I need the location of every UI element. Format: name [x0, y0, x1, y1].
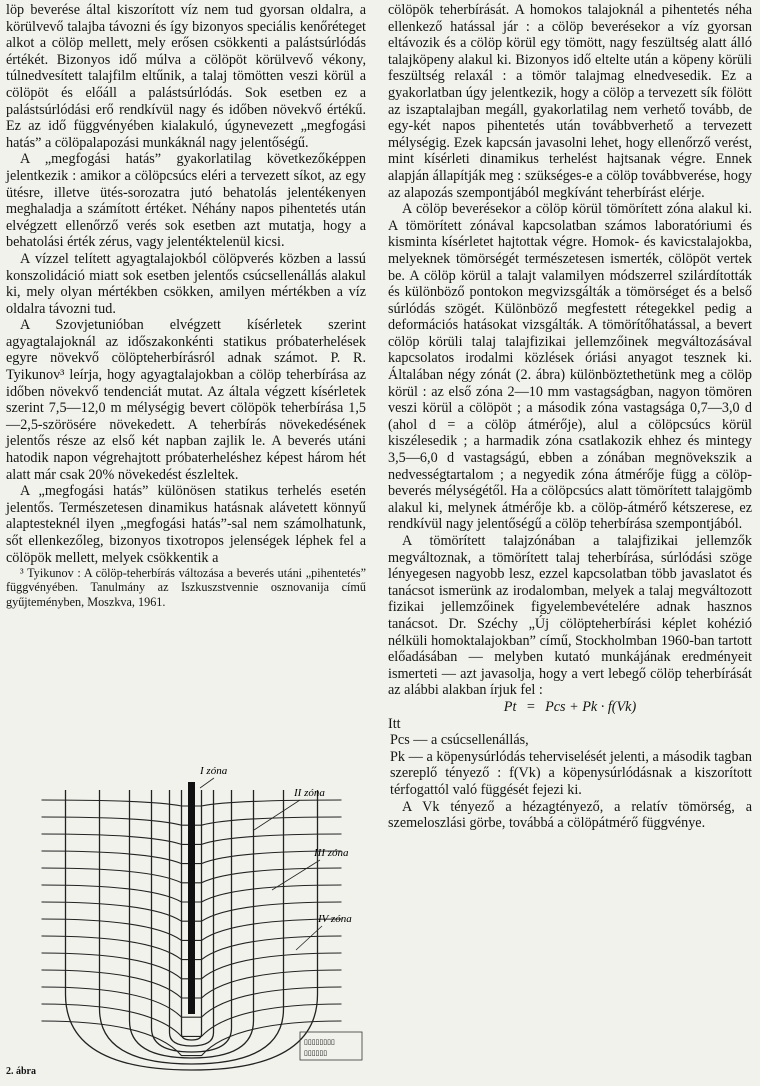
zone-label-iv: IV zóna [318, 913, 352, 925]
formula-lhs: Pt [503, 698, 517, 715]
footnote: ³ Tyikunov : A cölöp-teherbírás változása a beverés utáni „pihentetés” függvényében. Tanulmány az Iszkuszstvennie osznovanija című gyűjteményben, Moszkva, 1961. [6, 566, 366, 609]
svg-text:▯▯▯▯▯▯: ▯▯▯▯▯▯ [304, 1050, 328, 1057]
pile-shaft [188, 782, 195, 1014]
soil-layer-line [42, 1021, 342, 1056]
label-leader-line [200, 778, 214, 788]
definition-pk: Pk — a köpenysúrlódás teherviselését jelenti, a második tagban szereplő tényező : f(Vk) a köpenysúrlódásnak a kiszorított térfogattól való függését fejezi ki. [390, 748, 752, 798]
paragraph: A cölöp beverésekor a cölöp körül tömörített zóna alakul ki. A tömörített zónával kapcsolatban számos laboratóriumi és kisminta kísérletet hajtottak végre. Homok- és kavicstalajokba, melyeknek tömörségét természetesen ismerték, cölöpöt vertek be. A cölöp körül a talajt valamilyen módszerrel szilárdították és különböző pontokon megvizsgálták a tömörséget és a belső súrlódás szögét. Különböző megfestett rétegekkel pedig a deformációs hatásokat vizsgálták. A tömörítőhatással, a bevert cölöp körüli talaj talajfizikai jellemzőinek megváltozásával kapcsolatos irodalmi közlések óriási anyagot tesznek ki. Általában négy zónát (2. ábra) különböztethetünk meg a cölöp körül : az első zóna 2—10 mm vastagságban, nagyon tömören veszi körül a cölöpöt ; a második zóna vastagsága 0,7—3,0 d (ahol d = a cölöp átmérője), alul a cölöpcsúcs körül kiszélesedik ; a harmadik zóna csatlakozik ehhez és mintegy 3,5—6,0 d vastagságú, ebben a zónában megnövekszik a nedvességtartalom ; a negyedik zóna átmérője függ a cölöp-beverés mélységétől. Ha a cölöpcsúcs alatt tömörített talajgömb alakul ki, melynek átmérője kb. a cölöp-átmérő kétszerese, ez rendkívül nagy jelentőségű a cölöp teherbírása szempontjából. [388, 201, 752, 533]
left-column [6, 2, 366, 609]
formula-rhs: Pcs + Pk · f(Vk) [545, 698, 637, 715]
paragraph: A tömörített talajzónában a talajfizikai jellemzők megváltoznak, a tömörített talaj teherbírása, súrlódási szöge lényegesen nagyobb lesz, ezzel kapcsolatban több javaslatot és tanácsot ismerünk az irodalomban, melyek a talaj megváltozott fizikai jellemzőinek figyelembevételére adnak hasznos tanácsot. Dr. Széchy „Új cölöpteherbírási képlet kohézió nélküli homoktalajokban” című, Stockholmban 1960-ban tartott előadásában — melyben kutató munkájának eredményeit ismerteti — azt javasolja, hogy a vert lebegő cölöp teherbírását az alábbi alakban írjuk fel : [388, 533, 752, 699]
paragraph: A vízzel telített agyagtalajokból cölöpverés közben a lassú konszolidáció miatt sok esetben jelentős csúcsellenállás alakul ki, mely olyan mértékben csökken, amilyen mértékben a víz oldalra távozni tud. [6, 250, 366, 317]
formula: Pt = Pcs + Pk · f(Vk) [503, 698, 637, 715]
paragraph: A „megfogási hatás” különösen statikus terhelés esetén jelentős. Természetesen dinamikus hatásnak alávetett könnyű alaptesteknél ilyen „megfogási hatás”-sal nem számolhatunk, sőt ellenkezőleg, bizonyos tixotropos jelenségek léphek fel a cölöpök mellett, melyek csökkentik a [6, 483, 366, 566]
svg-text:▯▯▯▯▯▯▯▯: ▯▯▯▯▯▯▯▯ [304, 1039, 335, 1046]
label-leader-line [254, 800, 300, 830]
figure-caption: 2. ábra [6, 1066, 36, 1077]
paragraph: löp beverése által kiszorított víz nem tud gyorsan oldalra, a körülvevő talajba távozni és így bizonyos speciális kenőréteget alkot a cölöp mellett, mely erősen csökkenti a palástsúrlódás értékét. Bizonyos idő múlva a cölöpöt körülvevő vékony, túlnedvesített talajfilm eltűnik, a talaj tömötten veszi körül a cölöpöt és előáll a palástsúrlódás. Sok esetben ez a palástsúrlódási erő rendkívül nagy és időben növekvő értékű. Ez az idő függvényében kialakuló, úgynevezett „megfogási hatás” a cölöpalapozási munkáknál nagy jelentőségű. [6, 2, 366, 151]
zone-label-iii: III zóna [314, 847, 349, 859]
paragraph: A „megfogási hatás” gyakorlatilag következőképpen jelentkezik : amikor a cölöpcsúcs eléri a tervezett síkot, az egy ütésre, illetve ütés-sorozatra jutó behatolás jelentékenyen meghaladja a számított értéket. Néhány napos pihentetés után elvégzett ellenőrző verés sok esetben azt mutatja, hogy a behatolási érték zérus, vagy jelentéktelenül kicsi. [6, 151, 366, 251]
paragraph: A Vk tényező a hézagtényező, a relatív tömörség, a szemeloszlási görbe, továbbá a cölöpátmérő függvénye. [388, 798, 752, 832]
paragraph: cölöpök teherbírását. A homokos talajoknál a pihentetés néha ellenkező hatással jár : a cölöp beverésekor a víz gyorsan eltávozik és a cölöp körül egy tömött, nagy feszültség alatt álló talajköpeny alakul ki. Bizonyos idő eltelte után a köpeny körüli feszültség relaxál : a tömör talajmag elnedvesedik. Ez a gyakorlatban úgy jelentkezik, hogy a cölöp a tervezett sík fölött az iszaptalajban megáll, gyakorlatilag nem verhető tovább, de egy-két napos pihentetés után továbbverhető a tervezett mélységig. Ezek kapcsán javasolni lehet, hogy ellenőrző verést, mint kísérleti dinamikus terhelést hajtsanak végre. Ennek alapján állapítják meg : szükséges-e a cölöp továbbverése, hogy az alapozás szempontjából megkívánt teherbírást elérje. [388, 2, 752, 201]
zone-label-i: I zóna [200, 765, 228, 777]
itt-label: Itt [388, 715, 401, 732]
paragraph: A Szovjetunióban elvégzett kísérletek szerint agyagtalajoknál az időszakonkénti statikus próbaterhelések egyre növekvő cölöpteherbírásról adnak számot. P. R. Tyikunov³ leírja, hogy agyagtalajokban a cölöp teherbírása az időben növekvő tendenciát mutat. Az általa végzett kísérletek szerint 7,5—12,0 m mélységig bevert cölöpök teherbírása 1,5—2,5-szörösére növekedett. A teherbírás növekedésének jelentős része az első két napban zajlik le. A beverés utáni hatodik napon végrehajtott próbaterheléshez képest három hét alatt már csak 20% növekedést észleltek. [6, 317, 366, 483]
pile-zone-diagram [4, 760, 374, 1080]
definition-pcs: Pcs — a csúcsellenállás, [390, 732, 529, 749]
zone-label-ii: II zóna [294, 787, 325, 799]
right-column [388, 2, 752, 832]
